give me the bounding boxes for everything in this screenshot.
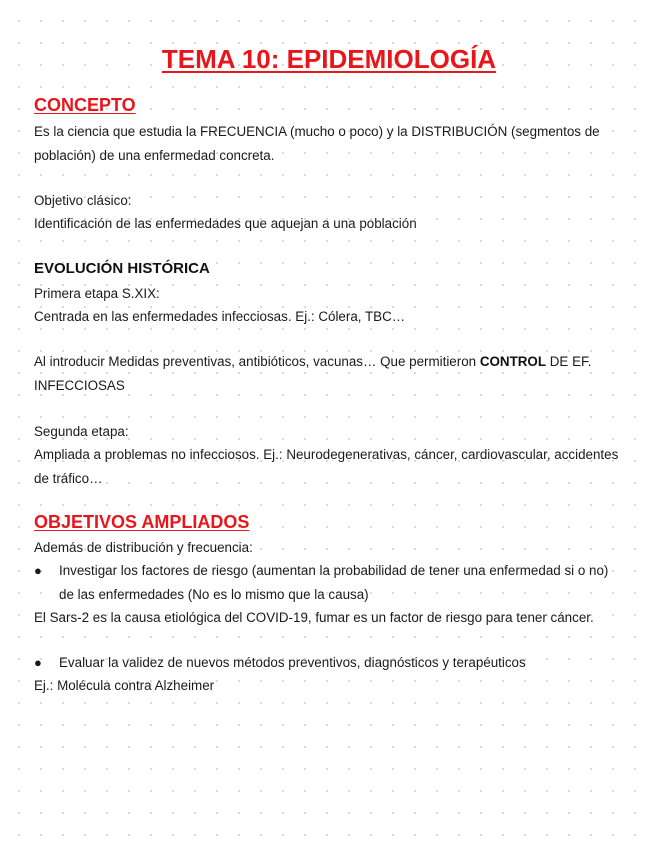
segunda-etapa-text: Ampliada a problemas no infecciosos. Ej.: Neurodegenerativas, cáncer, cardiovascular, accidentes de tráfico… bbox=[34, 447, 619, 486]
evolucion-heading: EVOLUCIÓN HISTÓRICA bbox=[34, 260, 210, 277]
objetivo-clasico-label: Objetivo clásico: bbox=[34, 193, 132, 208]
objetivos-intro: Además de distribución y frecuencia: bbox=[34, 540, 253, 555]
bullet-dot: ● bbox=[34, 655, 42, 670]
example-alzheimer: Ej.: Molécula contra Alzheimer bbox=[34, 678, 215, 693]
control-paragraph bbox=[34, 350, 619, 397]
concepto-definition: Es la ciencia que estudia la FRECUENCIA (mucho o poco) y la DISTRIBUCIÓN (segmentos de población) de una enfermedad concreta. bbox=[34, 124, 600, 163]
bullet-evaluar-validez-text: Evaluar la validez de nuevos métodos preventivos, diagnósticos y terapéuticos bbox=[59, 655, 526, 670]
concepto-heading: CONCEPTO bbox=[34, 95, 136, 115]
segunda-etapa-label: Segunda etapa: bbox=[34, 424, 129, 439]
bullet-factores-riesgo bbox=[34, 559, 619, 606]
sars-paragraph: El Sars-2 es la causa etiológica del COVID-19, fumar es un factor de riesgo para tener cáncer. bbox=[34, 610, 594, 625]
control-bold: CONTROL bbox=[479, 354, 547, 369]
bullet-dot: ● bbox=[34, 563, 42, 578]
primera-etapa-label: Primera etapa S.XIX: bbox=[34, 286, 160, 301]
objetivos-ampliados-heading: OBJETIVOS AMPLIADOS bbox=[34, 512, 250, 532]
objetivo-clasico-text: Identificación de las enfermedades que aquejan a una población bbox=[34, 216, 417, 231]
control-text-before: Al introducir Medidas preventivas, antibióticos, vacunas… Que permitieron bbox=[34, 354, 480, 369]
page-title: TEMA 10: EPIDEMIOLOGÍA bbox=[161, 44, 497, 74]
primera-etapa-text: Centrada en las enfermedades infecciosas. Ej.: Cólera, TBC… bbox=[34, 309, 406, 324]
control-text-after: DE EF. INFECCIOSAS bbox=[34, 354, 592, 393]
bullet-evaluar-validez bbox=[34, 651, 619, 675]
bullet-factores-riesgo-text: Investigar los factores de riesgo (aumentan la probabilidad de tener una enfermedad si o no) de las enfermedades (No es lo mismo que la causa) bbox=[59, 563, 609, 602]
